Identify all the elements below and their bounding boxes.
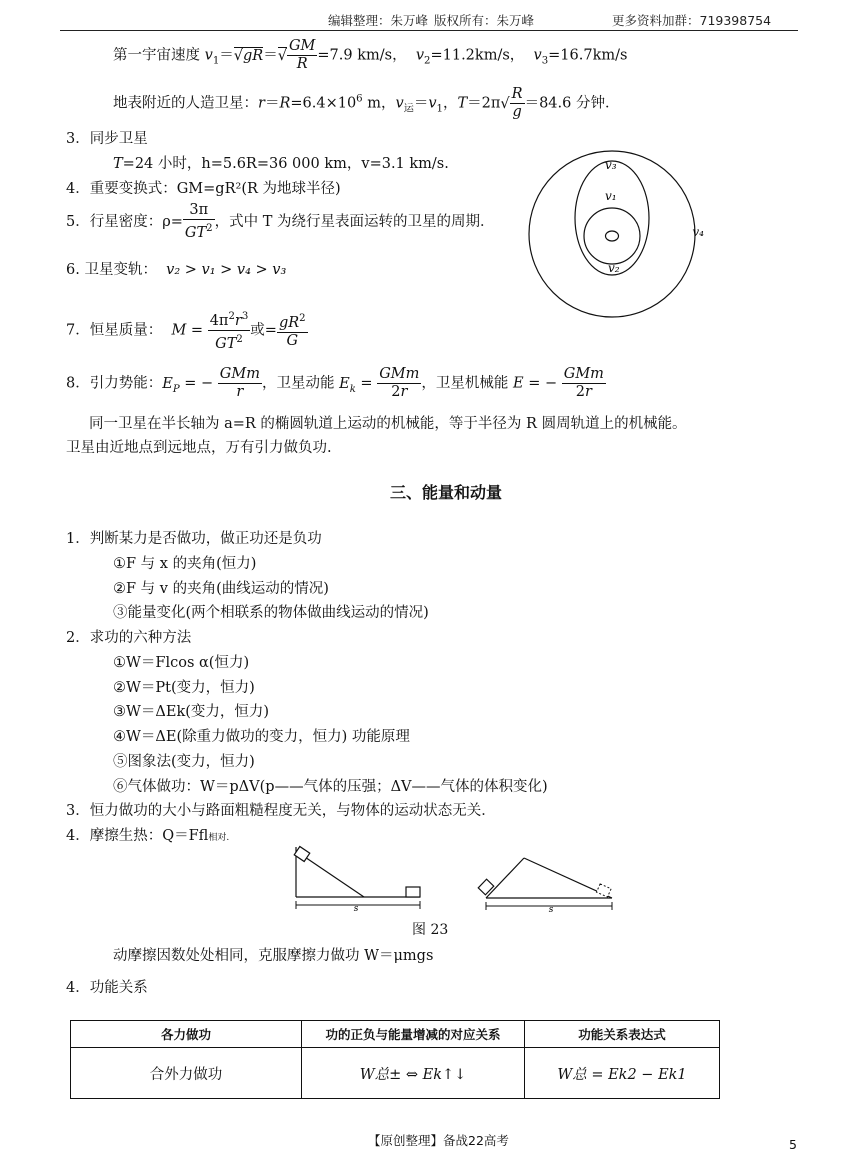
label-v2: v₂ [608,261,620,275]
item-3-detail-text: =24 小时，h=5.6R=36 000 km，v=3.1 km/s. [122,156,449,172]
table-cell-expression [525,1048,720,1099]
friction-note: 动摩擦因数处处相同，克服摩擦力做功 W＝μmgs [113,948,434,964]
header-rule [60,30,798,31]
q2-item: ③W＝ΔEk(变力，恒力) [113,704,270,720]
satellite-prefix: 地表附近的人造卫星： [113,95,258,112]
label-s: s [353,904,359,913]
footer-center: 【原创整理】备战22高考 [368,1133,509,1148]
satellite-r-exp: 6 [356,93,363,105]
para-1: 同一卫星在半长轴为 a=R 的椭圆轨道上运动的机械能，等于半径为 R 圆周轨道上的机械能。 [89,416,687,432]
satellite-line: 地表附近的人造卫星：$r=R=6.4\times 10^6$ m，$v_运=v_1$，T＝2π√ $\frac{R}{g}$ ＝84.6 分钟． [113,86,620,120]
item-7: 7．恒星质量： M = $\frac{4\pi^2r^3}{GT^2}$ 或= $\frac{gR^2}{G}$ [66,308,308,353]
header-copyright: 版权所有：朱万峰 [434,13,535,28]
item-8: 8．引力势能：$E_P$ = − $\frac{\text{GMm}}{r}$ ，卫星动能 $E_k$ = $\frac{\text{GMm}}{2r}$ ，卫星机械能 E = − $\frac{\text{GMm}}{2r}$ [66,366,604,400]
satellite-r: =6.4×10 [290,95,357,112]
item-8-prefix: 8．引力势能： [66,375,163,392]
q2-item: ⑤图象法(变力，恒力) [113,754,255,770]
question-4b: 4．功能关系 [66,980,148,996]
q2-item: ①W＝Flcos α(恒力) [113,655,250,671]
item-5: 5．行星密度：ρ= $\frac{3\pi}{GT^2}$ ，式中 T 为绕行星表面运转的卫星的周期． [66,202,495,241]
item-4: 4．重要变换式：GM=gR²(R 为地球半径) [66,181,341,197]
figure-caption: 图 23 [412,922,449,938]
first-cosmic-prefix: 第一宇宙速度 [113,47,200,64]
item-5-suffix: ，式中 T 为绕行星表面运转的卫星的周期． [214,213,495,230]
question-2: 2．求功的六种方法 [66,630,192,646]
ghost-block-icon [596,884,611,897]
question-4 [66,824,229,845]
q2-item: ⑥气体做功：W＝pΔV(p——气体的压强；ΔV——气体的体积变化) [113,779,548,795]
item-8-e-label: ，卫星机械能 [421,375,509,392]
orbit-diagram [526,150,706,320]
question-3: 3．恒力做功的大小与路面粗糙程度无关，与物体的运动状态无关． [66,803,496,819]
item-6-formula: v₂ > v₁ > v₄ > v₃ [166,262,287,278]
inner-orbit [584,208,640,264]
table-header: 各力做功 [71,1021,302,1048]
satellite-r-unit: m， [362,95,396,112]
incline-diagram-left [286,845,426,913]
question-1: 1．判断某力是否做功，做正功还是负功 [66,531,322,547]
table-row [71,1048,720,1099]
page-number: 5 [789,1137,797,1152]
label-v1: v₁ [605,189,617,203]
v3-value: =16.7km/s [548,47,628,64]
table-header: 功能关系表达式 [525,1021,720,1048]
v2-value: =11.2km/s， [430,47,525,64]
work-energy-table [70,1020,720,1099]
para-2: 卫星由近地点到远地点，万有引力做负功. [66,440,332,456]
header-more: 更多资料加群：719398754 [612,13,772,28]
earth-icon [606,231,619,241]
elliptic-orbit [575,161,649,275]
q2-item: ④W＝ΔE(除重力做功的变力，恒力) 功能原理 [113,729,410,745]
v1-value: =7.9 km/s， [317,47,407,64]
table-cell-force: 合外力做功 [71,1048,302,1099]
item-3: 3．同步卫星 [66,131,148,147]
outer-orbit [529,151,695,317]
label-v3: v₃ [605,158,617,172]
label-v4: v₄ [692,225,704,239]
section-title: 三、能量和动量 [390,483,503,502]
item-7-prefix: 7．恒星质量： [66,322,163,339]
satellite-period: ＝84.6 分钟． [524,95,620,112]
first-cosmic-velocity-line: 第一宇宙速度 $v_1=√gR=√$ $\frac{GM}{R}$ =7.9 km/s， $v_2=11.2km/s$， $v_3=16.7km/s$ [113,38,628,72]
q1-item: ③能量变化(两个相联系的物体做曲线运动的情况) [113,605,429,621]
q2-item: ②W＝Pt(变力，恒力) [113,680,255,696]
expression-text: W总 = Ek2 − Ek1 [557,1066,687,1083]
satellite-v-sub: 运 [403,103,414,115]
item-7-or: 或 [250,322,265,339]
q4-sub: 相对. [208,833,230,843]
q1-item: ②F 与 v 的夹角(曲线运动的情况) [113,581,329,597]
table-header: 功的正负与能量增减的对应关系 [302,1021,525,1048]
item-8-ek-label: ，卫星动能 [261,375,335,392]
item-3-detail: T=24 小时，h=5.6R=36 000 km，v=3.1 km/s. [113,156,449,172]
item-6 [66,258,286,279]
item-5-prefix: 5．行星密度：ρ= [66,213,183,230]
label-s: s [548,905,554,914]
block-icon [406,887,420,897]
table-header-row [71,1021,720,1048]
table-cell-relation [302,1048,525,1099]
q1-item: ①F 与 x 的夹角(恒力) [113,556,257,572]
q4-prefix: 4．摩擦生热：Q＝Ffl [66,828,209,844]
item-6-prefix: 6. 卫星变轨： [66,262,157,278]
incline-diagram-right [476,852,616,914]
relation-text: W总± ⇔ Ek↑↓ [359,1066,467,1083]
header-editor: 编辑整理：朱万峰 [328,13,429,28]
